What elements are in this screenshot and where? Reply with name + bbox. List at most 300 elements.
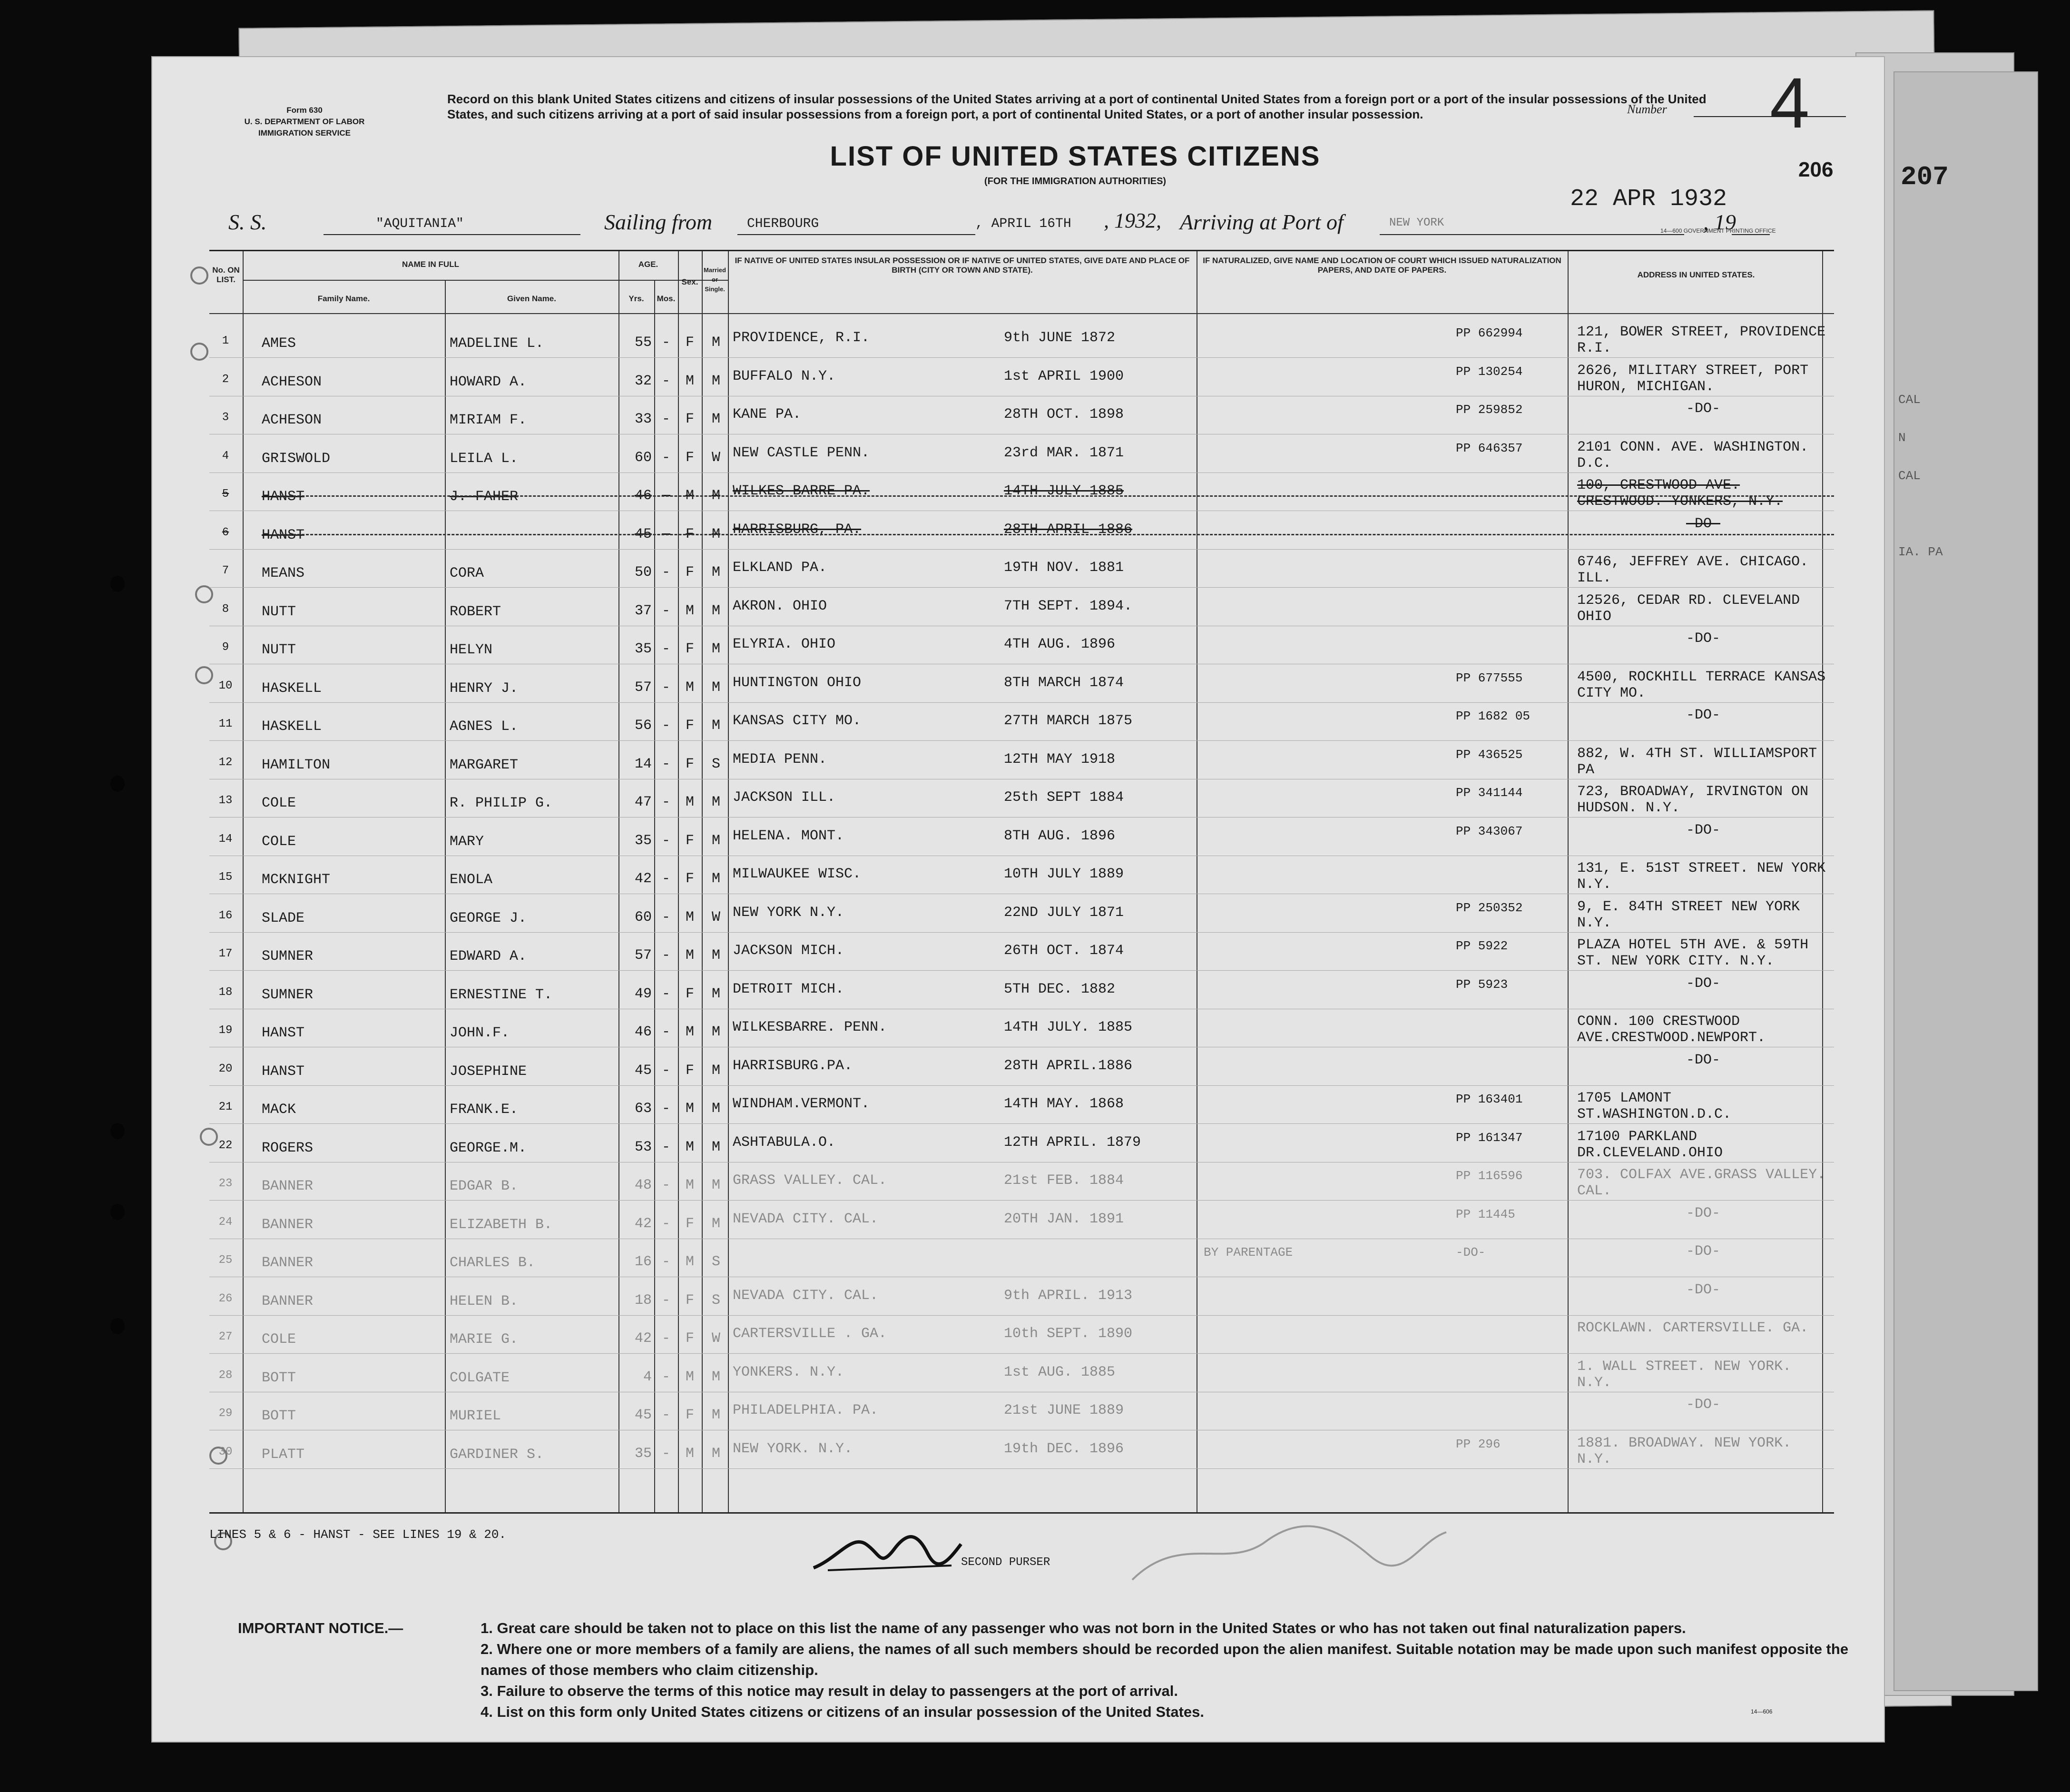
birth-date: 27TH MARCH 1875 [1004,713,1133,729]
birth-date: 4TH AUG. 1896 [1004,636,1116,652]
port-arrival: NEW YORK [1389,217,1444,229]
birth-date: 19th DEC. 1896 [1004,1440,1124,1457]
family-name: BANNER [262,1255,314,1271]
age-months: - [661,488,670,504]
col-age-header: AGE. [638,260,658,269]
birth-place: WINDHAM.VERMONT. [733,1096,870,1112]
given-name: HELEN B. [450,1293,519,1310]
given-name: MARGARET [450,757,519,773]
marital-status: S [711,1292,720,1309]
ship-name-line [324,234,580,235]
birth-place: HARRISBURG, PA. [733,521,862,538]
marital-status: M [711,526,720,542]
sex: F [685,335,694,351]
given-name: J. FAHER [450,489,519,505]
strike-through-line [276,495,1834,497]
address: 6746, JEFFREY AVE. CHICAGO. ILL. [1577,554,1809,586]
back-page-number: 207 [1901,162,1949,192]
birth-place: AKRON. OHIO [733,598,827,614]
margin-annotation: CAL [1898,393,1921,407]
family-name: NUTT [262,642,296,658]
birth-date: 14TH MAY. 1868 [1004,1096,1124,1112]
sex: F [685,832,694,849]
family-name: HASKELL [262,680,322,697]
given-name: HENRY J. [450,680,519,697]
naturalization: PP 662994 [1456,326,1523,340]
given-name: AGNES L. [450,719,519,735]
sex: M [685,602,694,619]
table-row [209,435,1834,473]
ship-name: "AQUITANIA" [376,217,464,231]
table-row [209,857,1834,894]
age-months: - [661,909,670,926]
row-number: 27 [218,1330,233,1343]
marital-status: M [711,718,720,734]
row-number: 7 [222,564,229,577]
birth-place: PROVIDENCE, R.I. [733,330,870,346]
birth-place: HELENA. MONT. [733,827,844,844]
family-name: MACK [262,1102,296,1118]
sex: F [685,1330,694,1347]
birth-place: YONKERS. N.Y. [733,1364,844,1380]
age-years: 46 [634,1024,652,1040]
form-info: Form 630 U. S. DEPARTMENT OF LABOR IMMIGRATION SERVICE [244,106,365,138]
age-years: 45 [634,526,652,542]
row-rule [209,1353,1834,1354]
birth-place: JACKSON MICH. [733,943,844,959]
row-number: 19 [218,1024,233,1037]
punch-hole [110,576,125,592]
marital-status: M [711,832,720,849]
page-title: LIST OF UNITED STATES CITIZENS [830,141,1321,172]
given-name: FRANK.E. [450,1102,519,1118]
family-name: SUMNER [262,948,314,965]
age-months: - [661,756,670,772]
table-row [209,1086,1834,1123]
marital-status: M [711,373,720,389]
birth-place: NEW YORK N.Y. [733,904,844,921]
age-years: 18 [634,1292,652,1309]
row-number: 15 [218,871,233,884]
age-years: 55 [634,335,652,351]
given-name: MARY [450,833,484,850]
address: 723, BROADWAY, IRVINGTON ON HUDSON. N.Y. [1577,784,1809,816]
birth-date: 20TH JAN. 1891 [1004,1211,1124,1227]
address: -DO- [1686,630,1720,647]
age-years: 32 [634,373,652,389]
age-months: - [661,1024,670,1040]
marital-status: M [711,1062,720,1079]
table-row [209,1355,1834,1392]
family-name: BANNER [262,1293,314,1310]
col-yrs-header: Yrs. [628,294,644,303]
birth-place: CARTERSVILLE . GA. [733,1326,887,1342]
given-name: CORA [450,565,484,581]
punch-hole [110,1318,125,1334]
marital-status: M [711,985,720,1002]
birth-place: GRASS VALLEY. CAL. [733,1172,887,1189]
year-suffix: , 19 [1703,210,1736,234]
marital-status: M [711,1101,720,1117]
naturalization-note: BY PARENTAGE [1204,1245,1293,1260]
year-line [1732,234,1770,235]
row-number: 1 [222,335,229,347]
address: -DO- [1686,401,1720,417]
col-address-header: ADDRESS IN UNITED STATES. [1637,270,1755,279]
age-years: 49 [634,985,652,1002]
family-name: BANNER [262,1178,314,1194]
sex: F [685,1292,694,1309]
naturalization: -DO- [1456,1245,1486,1260]
birth-date: 7TH SEPT. 1894. [1004,598,1133,614]
row-rule [209,587,1834,588]
given-name: MARIE G. [450,1331,519,1348]
list-number: 4 [1770,63,1810,143]
table-row [209,1048,1834,1085]
age-years: 14 [634,756,652,772]
table-row [209,818,1834,856]
family-name: ACHESON [262,412,322,428]
age-months: - [661,641,670,657]
row-number: 18 [218,985,233,999]
family-name: SUMNER [262,986,314,1003]
naturalization: PP 343067 [1456,824,1523,838]
margin-annotation: IA. PA [1898,545,1943,559]
marital-status: M [711,1445,720,1462]
row-number: 4 [222,449,229,463]
passenger-table [209,250,1834,1514]
row-rule [209,1315,1834,1316]
birth-place: NEVADA CITY. CAL. [733,1287,879,1304]
age-years: 16 [634,1254,652,1270]
age-months: - [661,1254,670,1270]
col-sex-header: Sex. [681,277,698,286]
marital-status: M [711,641,720,657]
sex: F [685,641,694,657]
birth-date: 1st APRIL 1900 [1004,368,1124,384]
age-months: - [661,602,670,619]
birth-place: NEW CASTLE PENN. [733,444,870,461]
age-months: - [661,526,670,542]
naturalization: PP 5922 [1456,939,1508,953]
sex: F [685,1062,694,1079]
age-years: 50 [634,564,652,581]
row-number: 17 [218,947,233,960]
sex: M [685,1445,694,1462]
family-name: BANNER [262,1216,314,1233]
family-name: COLE [262,833,296,850]
row-number: 2 [222,373,229,386]
sex: M [685,1177,694,1193]
sex: M [685,909,694,926]
given-name: MIRIAM F. [450,412,527,428]
address: 121, BOWER STREET, PROVIDENCE R.I. [1577,324,1826,356]
row-number: 3 [222,411,229,424]
age-months: - [661,1101,670,1117]
row-rule [209,357,1834,358]
given-name: JOHN.F. [450,1025,510,1041]
notice-item: 4. List on this form only United States citizens or citizens of an insular possession of the United States. [481,1703,1204,1720]
punch-hole [110,1123,125,1139]
family-name: HANST [262,489,305,505]
sex: M [685,679,694,696]
sex: F [685,526,694,542]
row-number: 21 [218,1101,233,1113]
marital-status: M [711,1139,720,1155]
age-years: 37 [634,602,652,619]
table-row [209,1125,1834,1162]
age-months: - [661,985,670,1002]
sex: F [685,871,694,887]
address: 9, E. 84TH STREET NEW YORK N.Y. [1577,898,1800,931]
birth-date: 9th APRIL. 1913 [1004,1287,1133,1304]
age-months: - [661,1330,670,1347]
arriving-label: Arriving at Port of [1180,210,1344,234]
address: -DO- [1686,975,1720,992]
family-name: PLATT [262,1446,305,1463]
birth-date: 10TH JULY 1889 [1004,866,1124,882]
sex: F [685,411,694,427]
table-row [209,320,1834,357]
family-name: SLADE [262,910,305,926]
row-number: 8 [222,602,229,616]
marital-status: M [711,1215,720,1232]
row-number: 9 [222,641,229,654]
col-native-header: IF NATIVE OF UNITED STATES INSULAR POSSESSION OR IF NATIVE OF UNITED STATES, GIVE DATE AND PLACE OF BIRTH (CITY OR TOWN AND STATE). [735,256,1190,275]
given-name: EDGAR B. [450,1178,519,1194]
inspector-signature [1123,1513,1456,1599]
given-name: GARDINER S. [450,1446,544,1463]
row-number: 22 [218,1139,233,1152]
birth-place: ASHTABULA.O. [733,1134,836,1151]
birth-place: JACKSON ILL. [733,789,836,806]
given-name: COLGATE [450,1369,510,1386]
address: 1881. BROADWAY. NEW YORK. N.Y. [1577,1435,1792,1467]
birth-date: 5TH DEC. 1882 [1004,981,1116,997]
row-number: 10 [218,679,233,692]
address: 100, CRESTWOOD AVE. CRESTWOOD. YONKERS, N.Y. [1577,477,1783,510]
marital-status: M [711,335,720,351]
birth-place: HARRISBURG.PA. [733,1057,853,1074]
col-married-header: Married or Single. [704,266,726,293]
address: PLAZA HOTEL 5TH AVE. & 59TH ST. NEW YORK CITY. N.Y. [1577,937,1809,969]
row-number: 13 [218,794,233,807]
document-sheet [152,57,1884,1742]
purser-signature [809,1525,971,1577]
naturalization: PP 161347 [1456,1130,1523,1145]
family-name: COLE [262,795,296,811]
address: 1. WALL STREET. NEW YORK. N.Y. [1577,1358,1792,1391]
row-number: 28 [218,1369,233,1382]
family-name: HANST [262,1025,305,1041]
sex: F [685,564,694,581]
naturalization: PP 436525 [1456,747,1523,762]
date-sailed: , APRIL 16TH [975,217,1071,231]
ring-hole [190,343,208,361]
marital-status: S [711,1254,720,1270]
address: 2626, MILITARY STREET, PORT HURON, MICHIGAN. [1577,362,1809,395]
row-number: 26 [218,1292,233,1305]
col-naturalized-header: IF NATURALIZED, GIVE NAME AND LOCATION OF COURT WHICH ISSUED NATURALIZATION PAPERS, AND DATE OF PAPERS. [1203,256,1561,275]
birth-date: 22ND JULY 1871 [1004,904,1124,921]
given-name: LEILA L. [450,450,519,467]
given-name: GEORGE J. [450,910,527,926]
given-name: ENOLA [450,872,493,888]
birth-date: 12TH APRIL. 1879 [1004,1134,1141,1151]
birth-date: 28TH APRIL.1886 [1004,1057,1133,1074]
birth-place: KANSAS CITY MO. [733,713,862,729]
given-name: CHARLES B. [450,1255,536,1271]
ring-hole [190,266,208,285]
marital-status: M [711,1407,720,1423]
sex: M [685,373,694,389]
port-arrival-line [1380,234,1684,235]
naturalization: PP 5923 [1456,977,1508,992]
given-name: EDWARD A. [450,948,527,965]
given-name: JOSEPHINE [450,1063,527,1080]
age-years: 42 [634,1215,652,1232]
row-rule [209,970,1834,971]
birth-date: 9th JUNE 1872 [1004,330,1116,346]
marital-status: M [711,947,720,964]
given-name: ERNESTINE T. [450,986,553,1003]
naturalization: PP 116596 [1456,1169,1523,1183]
naturalization: PP 163401 [1456,1092,1523,1106]
age-months: - [661,1062,670,1079]
table-row [209,512,1834,549]
naturalization: PP 341144 [1456,786,1523,800]
family-name: HASKELL [262,719,322,735]
birth-place: MILWAUKEE WISC. [733,866,862,882]
col-given-header: Given Name. [507,294,556,303]
family-name: ACHESON [262,374,322,390]
age-years: 35 [634,641,652,657]
punch-hole [110,776,125,792]
address: -DO- [1686,1281,1720,1298]
given-name: MADELINE L. [450,335,544,352]
table-row [209,703,1834,740]
col-no-header: No. ON LIST. [212,266,240,284]
family-name: BOTT [262,1369,296,1386]
header-bottom [209,313,1834,314]
punch-hole [110,1204,125,1220]
family-name: GRISWOLD [262,450,331,467]
birth-date: 8TH MARCH 1874 [1004,674,1124,691]
row-rule [209,1468,1834,1469]
sex: M [685,947,694,964]
given-name: R. PHILIP G. [450,795,553,811]
age-months: - [661,679,670,696]
marital-status: M [711,602,720,619]
age-years: 42 [634,871,652,887]
row-rule [209,1123,1834,1124]
age-years: 4 [643,1369,652,1385]
birth-place: WILKESBARRE. PENN. [733,1019,887,1035]
age-months: - [661,1369,670,1385]
family-name: HANST [262,1063,305,1080]
table-row [209,780,1834,817]
birth-date: 21st JUNE 1889 [1004,1402,1124,1418]
row-number: 25 [218,1254,233,1267]
row-number: 14 [218,832,233,846]
birth-date: 23rd MAR. 1871 [1004,444,1124,461]
sex: M [685,1254,694,1270]
family-name: ROGERS [262,1140,314,1156]
age-years: 33 [634,411,652,427]
table-row [209,1010,1834,1047]
row-rule [209,1085,1834,1086]
birth-place: WILKES BARRE PA. [733,483,870,499]
birth-place: KANE PA. [733,406,802,423]
age-months: - [661,947,670,964]
age-years: 45 [634,1407,652,1423]
table-row [209,1278,1834,1315]
marital-status: S [711,756,720,772]
birth-date: 8TH AUG. 1896 [1004,827,1116,844]
notice-lead: IMPORTANT NOTICE.— [238,1620,403,1636]
marital-status: W [711,909,720,926]
marital-status: M [711,564,720,581]
table-row [209,589,1834,626]
age-months: - [661,1215,670,1232]
lines-note: LINES 5 & 6 - HANST - SEE LINES 19 & 20. [209,1527,507,1542]
age-years: 53 [634,1139,652,1155]
given-name: ROBERT [450,603,501,620]
col-name-header: NAME IN FULL [402,260,459,269]
age-years: 42 [634,1330,652,1347]
birth-date: 10th SEPT. 1890 [1004,1326,1133,1342]
birth-date: 12TH MAY 1918 [1004,751,1116,768]
table-row [209,550,1834,587]
birth-place: PHILADELPHIA. PA. [733,1402,879,1418]
row-number: 16 [218,909,233,922]
form-code: 14—606 [1751,1708,1773,1715]
age-years: 60 [634,909,652,926]
age-months: - [661,832,670,849]
birth-place: NEW YORK. N.Y. [733,1440,853,1457]
age-years: 46 [634,488,652,504]
row-rule [209,702,1834,703]
marital-status: M [711,488,720,504]
sex: F [685,756,694,772]
row-number: 20 [218,1062,233,1075]
naturalization: PP 677555 [1456,670,1523,685]
address: 131, E. 51ST STREET. NEW YORK N.Y. [1577,860,1826,893]
table-row [209,1163,1834,1200]
age-years: 56 [634,718,652,734]
age-months: - [661,1292,670,1309]
birth-date: 28TH OCT. 1898 [1004,406,1124,423]
family-name: NUTT [262,603,296,620]
marital-status: W [711,1330,720,1347]
table-row [209,665,1834,702]
birth-place: DETROIT MICH. [733,981,844,997]
age-months: - [661,335,670,351]
notice-item: 3. Failure to observe the terms of this notice may result in delay to passengers at the port of arrival. [481,1683,1178,1699]
address: -DO- [1686,707,1720,723]
row-rule [209,549,1834,550]
birth-place: NEVADA CITY. CAL. [733,1211,879,1227]
birth-date: 21st FEB. 1884 [1004,1172,1124,1189]
marital-status: M [711,794,720,810]
row-number: 30 [218,1445,233,1458]
sex: M [685,1101,694,1117]
table-row [209,397,1834,434]
given-name: ELIZABETH B. [450,1216,553,1233]
row-number: 24 [218,1215,233,1229]
table-row [209,359,1834,396]
sex: F [685,985,694,1002]
